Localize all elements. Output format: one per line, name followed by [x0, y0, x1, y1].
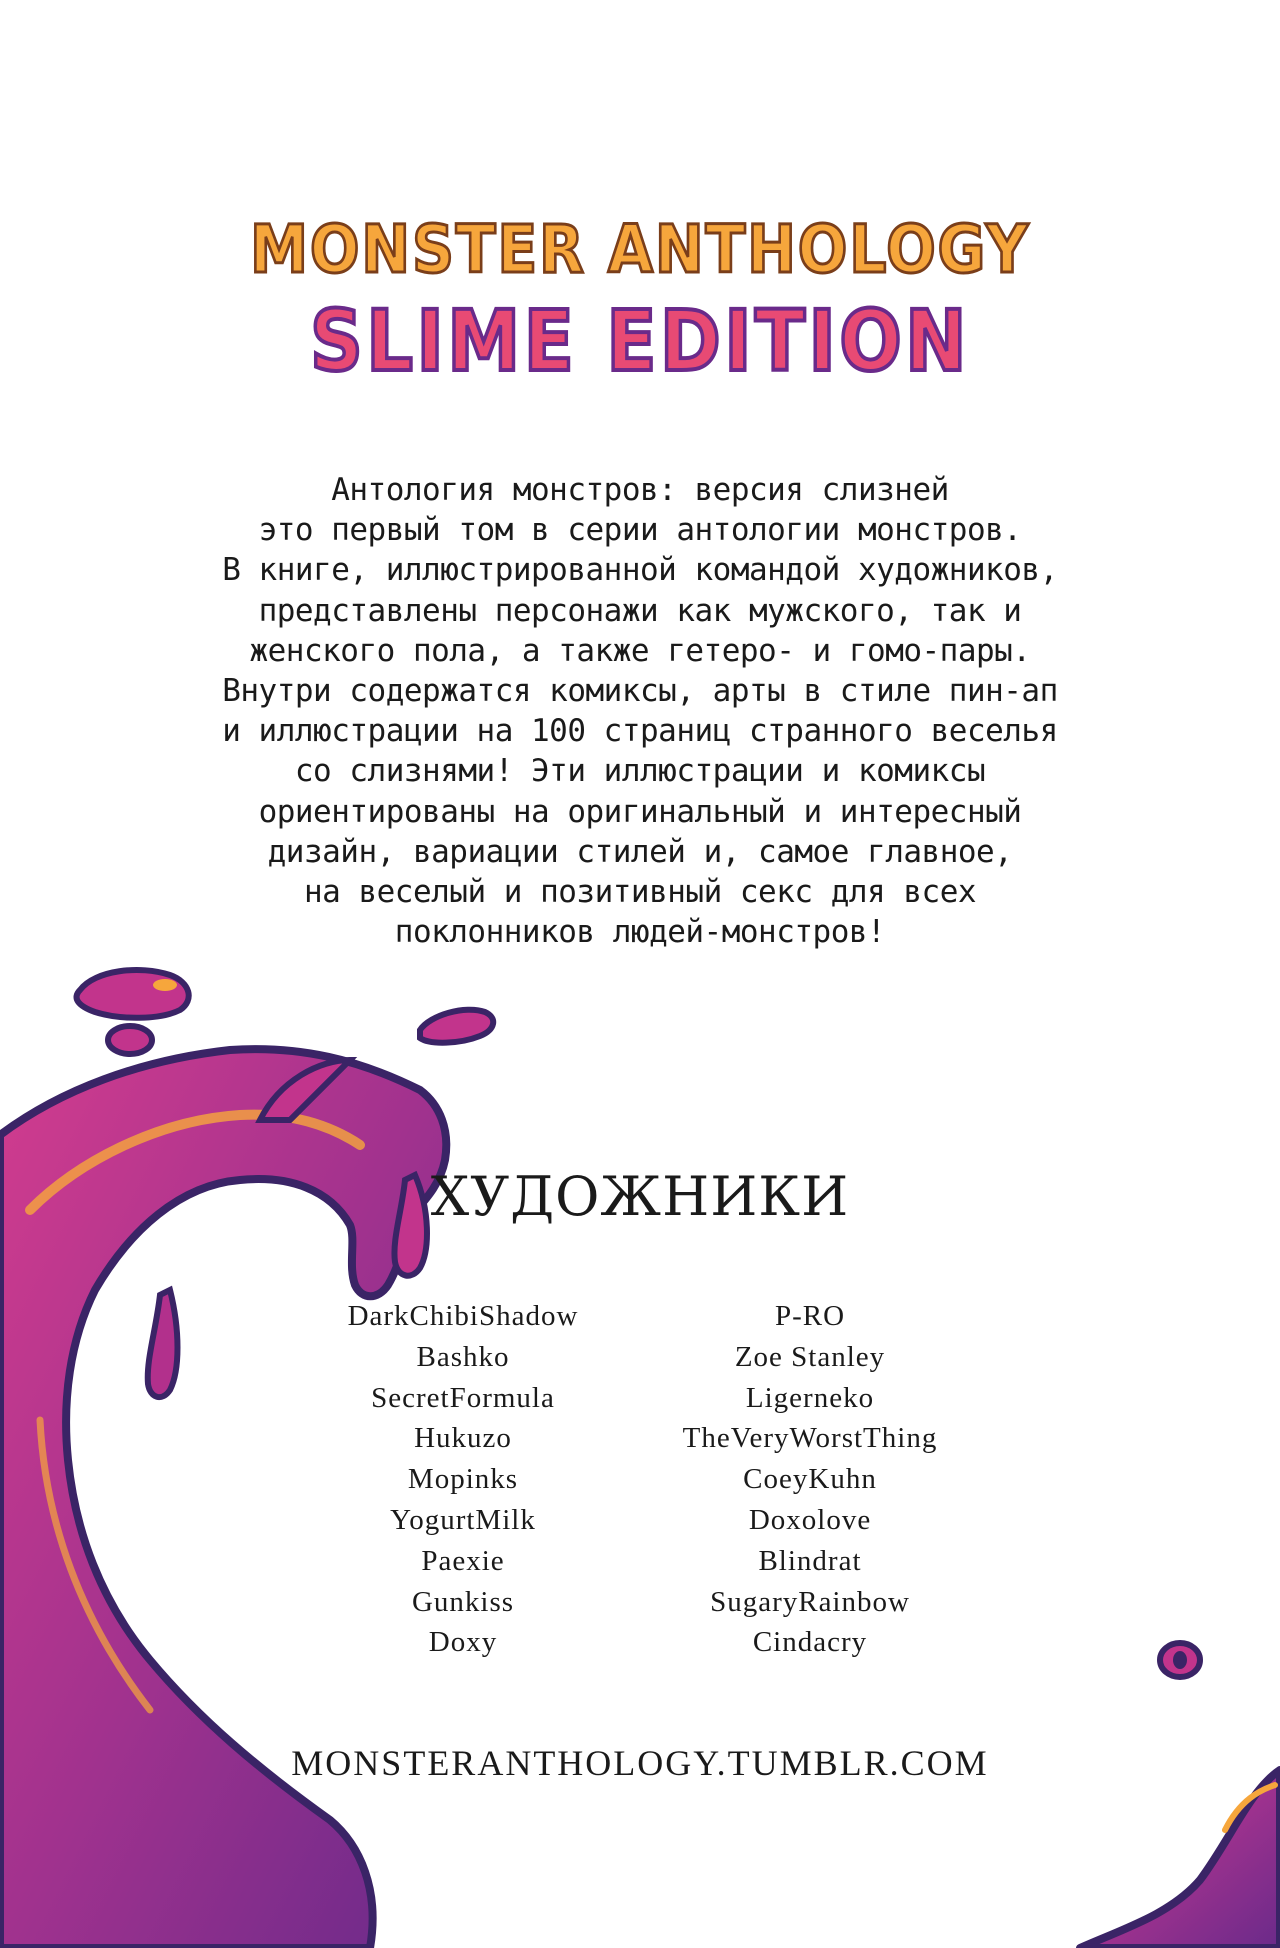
- title-logo: [0, 200, 1280, 410]
- artist-name: DarkChibiShadow: [347, 1300, 579, 1332]
- artist-name: Zoe Stanley: [734, 1340, 886, 1373]
- website-url: MONSTERANTHOLOGY.TUMBLR.COM: [291, 1743, 989, 1783]
- description-line: представлены персонажи как мужского, так и: [258, 592, 1022, 629]
- artist-name: SugaryRainbow: [710, 1585, 910, 1618]
- logo-line2: SLIME EDITION: [310, 292, 970, 390]
- description-line: дизайн, вариации стилей и, самое главное,: [267, 833, 1013, 870]
- artists-heading: ХУДОЖНИКИ: [430, 1165, 850, 1228]
- artist-name: P-RO: [774, 1300, 846, 1332]
- artists-left-column: [283, 1296, 643, 1663]
- artist-name: Gunkiss: [411, 1585, 515, 1618]
- artist-name: TheVeryWorstThing: [682, 1422, 938, 1455]
- description-line: на веселый и позитивный секс для всех: [303, 874, 977, 911]
- artist-name: Blindrat: [758, 1544, 862, 1577]
- description-line: женского пола, а также гетеро- и гомо-пары.: [249, 632, 1031, 669]
- artist-name: Mopinks: [407, 1463, 519, 1496]
- description-line: поклонников людей-монстров!: [394, 914, 886, 951]
- artist-name: Bashko: [416, 1340, 510, 1373]
- logo-line1: MONSTER ANTHOLOGY: [250, 211, 1030, 288]
- artist-name: Doxolove: [748, 1503, 872, 1536]
- description-line: В книге, иллюстрированной командой художников,: [222, 552, 1058, 589]
- book-description: [140, 470, 1140, 952]
- description-line: ориентированы на оригинальный и интересный: [258, 793, 1022, 830]
- artists-right-column: [630, 1296, 990, 1663]
- description-line: это первый том в серии антологии монстров.: [258, 512, 1022, 549]
- artist-name: Cindacry: [752, 1626, 868, 1659]
- artist-name: Paexie: [421, 1544, 505, 1577]
- description-line: Антология монстров: версия слизней: [331, 472, 949, 508]
- artist-name: YogurtMilk: [390, 1503, 536, 1536]
- artist-name: Ligerneko: [745, 1381, 875, 1414]
- artist-name: Hukuzo: [414, 1422, 512, 1455]
- description-line: и иллюстрации на 100 страниц странного веселья: [222, 713, 1058, 750]
- description-line: Внутри содержатся комиксы, арты в стиле пин-ап: [222, 673, 1058, 710]
- artist-name: SecretFormula: [371, 1381, 555, 1414]
- artist-name: CoeyKuhn: [743, 1463, 877, 1496]
- artist-name: Doxy: [428, 1626, 498, 1659]
- description-line: со слизнями! Эти иллюстрации и комиксы: [294, 753, 986, 790]
